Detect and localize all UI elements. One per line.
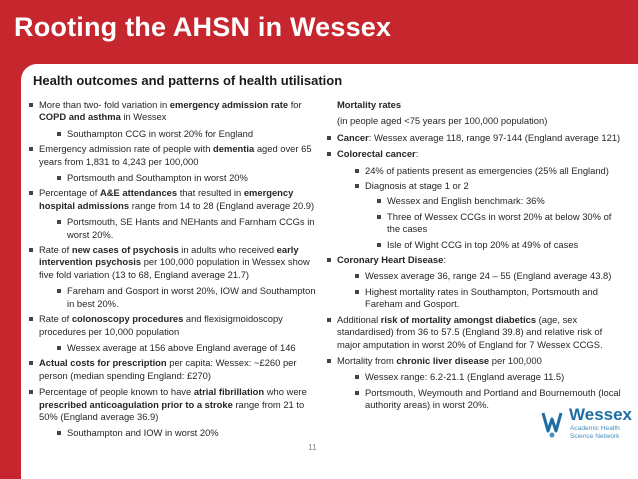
sub-sub-bullet: Isle of Wight CCG in top 20% at 49% of cases: [325, 239, 625, 251]
left-column: [27, 99, 317, 443]
bullet-diabetics: Additional risk of mortality amongst diabetics (age, sex standardised) from 36 to 57.5 (England 39.8) and relative risk of major amputation in worst 20% of England for 7 Wessex CCGS.: [325, 314, 625, 351]
mortality-heading: Mortality rates: [337, 99, 402, 110]
sub-bullet: Portsmouth and Southampton in worst 20%: [27, 172, 317, 184]
logo-tagline: Academic Health Science Network: [570, 425, 620, 440]
wessex-logo-mark-icon: [539, 409, 565, 439]
sub-sub-bullet: Three of Wessex CCGs in worst 20% at below 30% of the cases: [325, 211, 625, 236]
bullet-colonoscopy: Rate of colonoscopy procedures and flexisigmoidoscopy procedures per 10,000 population: [27, 313, 317, 338]
bullet-ae-attendances: Percentage of A&E attendances that resulted in emergency hospital admissions range from 14 to 28 (England average 20.9): [27, 187, 317, 212]
bullet-coronary: Coronary Heart Disease:: [325, 254, 625, 266]
content-panel: [21, 64, 638, 479]
page-number: 11: [308, 442, 317, 452]
sub-sub-bullet: Wessex and English benchmark: 36%: [325, 195, 625, 207]
sub-bullet: Highest mortality rates in Southampton, Portsmouth and Fareham and Gosport.: [325, 286, 625, 311]
sub-bullet: Portsmouth, Weymouth and Portland and Bournemouth (local authority areas) in worst 20%.: [325, 387, 625, 412]
bullet-emergency-admission: More than two- fold variation in emergency admission rate for COPD and asthma in Wessex: [27, 99, 317, 124]
bullet-psychosis: Rate of new cases of psychosis in adults who received early intervention psychosis per 100,000 population in Wessex show five fold variation (13 to 68, England average 21.7): [27, 244, 317, 281]
sub-bullet: Wessex average at 156 above England average of 146: [27, 342, 317, 354]
sub-bullet: Wessex average 36, range 24 – 55 (England average 43.8): [325, 270, 625, 282]
slide-title: Rooting the AHSN in Wessex: [14, 12, 392, 42]
sub-bullet: 24% of patients present as emergencies (25% all England): [325, 165, 625, 177]
left-bullet-list: [27, 99, 317, 440]
slide-subtitle: Health outcomes and patterns of health utilisation: [33, 73, 343, 88]
mortality-note: (in people aged <75 years per 100,000 population): [337, 115, 548, 127]
sub-bullet: Southampton CCG in worst 20% for England: [27, 128, 317, 140]
sub-bullet: Wessex range: 6.2-21.1 (England average 11.5): [325, 371, 625, 383]
bullet-dementia: Emergency admission rate of people with dementia aged over 65 years from 1,831 to 4,243 per 100,000: [27, 143, 317, 168]
logo-name: Wessex: [569, 405, 633, 424]
right-bullet-list: [325, 132, 625, 412]
sub-bullet: Southampton and IOW in worst 20%: [27, 427, 317, 439]
wessex-ahsn-logo: [539, 405, 638, 455]
right-column: [325, 99, 625, 415]
bullet-colorectal: Colorectal cancer:: [325, 148, 625, 160]
sub-bullet: Fareham and Gosport in worst 20%, IOW and Southampton in best 20%.: [27, 285, 317, 310]
bullet-cancer: Cancer: Wessex average 118, range 97-144 (England average 121): [325, 132, 625, 144]
bullet-atrial-fibrillation: Percentage of people known to have atrial fibrillation who were prescribed anticoagulation prior to a stroke range from 21 to 50% (England average 36.9): [27, 386, 317, 423]
bullet-liver-disease: Mortality from chronic liver disease per 100,000: [325, 355, 625, 367]
bullet-prescription-costs: Actual costs for prescription per capita: Wessex: ~£260 per person (median spending England: £270): [27, 357, 317, 382]
sub-bullet: Diagnosis at stage 1 or 2: [325, 180, 625, 192]
sub-bullet: Portsmouth, SE Hants and NEHants and Farnham CCGs in worst 20%.: [27, 216, 317, 241]
